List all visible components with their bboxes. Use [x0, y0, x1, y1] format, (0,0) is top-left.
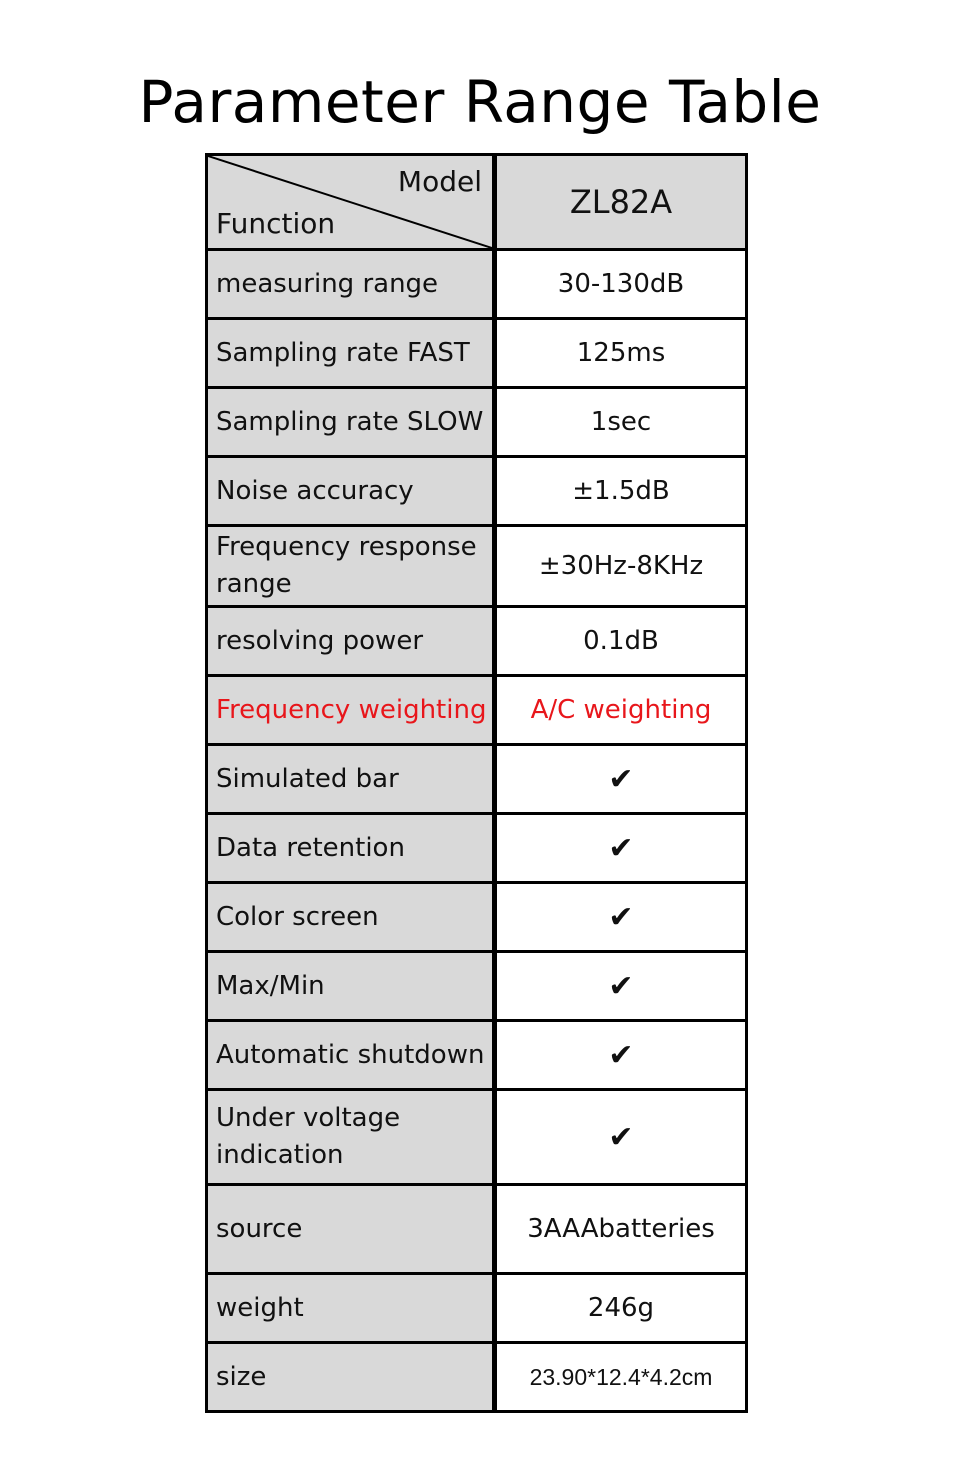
table-row: [208, 1275, 745, 1344]
value-cell: ±30Hz-8KHz: [497, 527, 745, 605]
table-row: [208, 320, 745, 389]
function-cell: Frequency response range: [208, 527, 497, 605]
function-cell: Color screen: [208, 884, 497, 950]
value-cell: 125ms: [497, 320, 745, 386]
function-cell: resolving power: [208, 608, 497, 674]
value-cell: 3AAAbatteries: [497, 1186, 745, 1272]
page-title: Parameter Range Table: [138, 68, 822, 136]
function-cell: weight: [208, 1275, 497, 1341]
header-model-name: ZL82A: [497, 156, 745, 248]
table-row: [208, 884, 745, 953]
table-row: [208, 746, 745, 815]
value-cell: 0.1dB: [497, 608, 745, 674]
value-cell: ±1.5dB: [497, 458, 745, 524]
function-cell: Data retention: [208, 815, 497, 881]
function-cell: size: [208, 1344, 497, 1410]
table-row: [208, 953, 745, 1022]
table-row: [208, 608, 745, 677]
value-cell: 1sec: [497, 389, 745, 455]
value-cell: 30-130dB: [497, 251, 745, 317]
value-cell: 23.90*12.4*4.2cm: [497, 1344, 745, 1410]
checkmark-icon: ✔: [497, 884, 745, 950]
table-row: [208, 458, 745, 527]
function-cell: Noise accuracy: [208, 458, 497, 524]
header-function-label: Function: [216, 207, 336, 240]
header-corner-cell: [208, 156, 497, 248]
table-row: [208, 389, 745, 458]
table-row-highlighted: [208, 677, 745, 746]
parameter-table: [205, 153, 748, 1413]
header-model-label: Model: [397, 165, 482, 198]
function-cell: Frequency weighting: [208, 677, 497, 743]
checkmark-icon: ✔: [497, 815, 745, 881]
table-row: [208, 251, 745, 320]
function-cell: measuring range: [208, 251, 497, 317]
table-row: [208, 1186, 745, 1275]
function-cell: source: [208, 1186, 497, 1272]
function-cell: Sampling rate SLOW: [208, 389, 497, 455]
function-cell: Sampling rate FAST: [208, 320, 497, 386]
table-header-row: [208, 156, 745, 251]
table-row: [208, 815, 745, 884]
value-cell: 246g: [497, 1275, 745, 1341]
function-cell: Max/Min: [208, 953, 497, 1019]
table-row: [208, 527, 745, 608]
function-cell: Automatic shutdown: [208, 1022, 497, 1088]
checkmark-icon: ✔: [497, 953, 745, 1019]
checkmark-icon: ✔: [497, 1091, 745, 1183]
checkmark-icon: ✔: [497, 746, 745, 812]
value-cell: A/C weighting: [497, 677, 745, 743]
checkmark-icon: ✔: [497, 1022, 745, 1088]
table-row: [208, 1022, 745, 1091]
function-cell: Under voltage indication: [208, 1091, 497, 1183]
table-row: [208, 1344, 745, 1410]
function-cell: Simulated bar: [208, 746, 497, 812]
table-row: [208, 1091, 745, 1186]
